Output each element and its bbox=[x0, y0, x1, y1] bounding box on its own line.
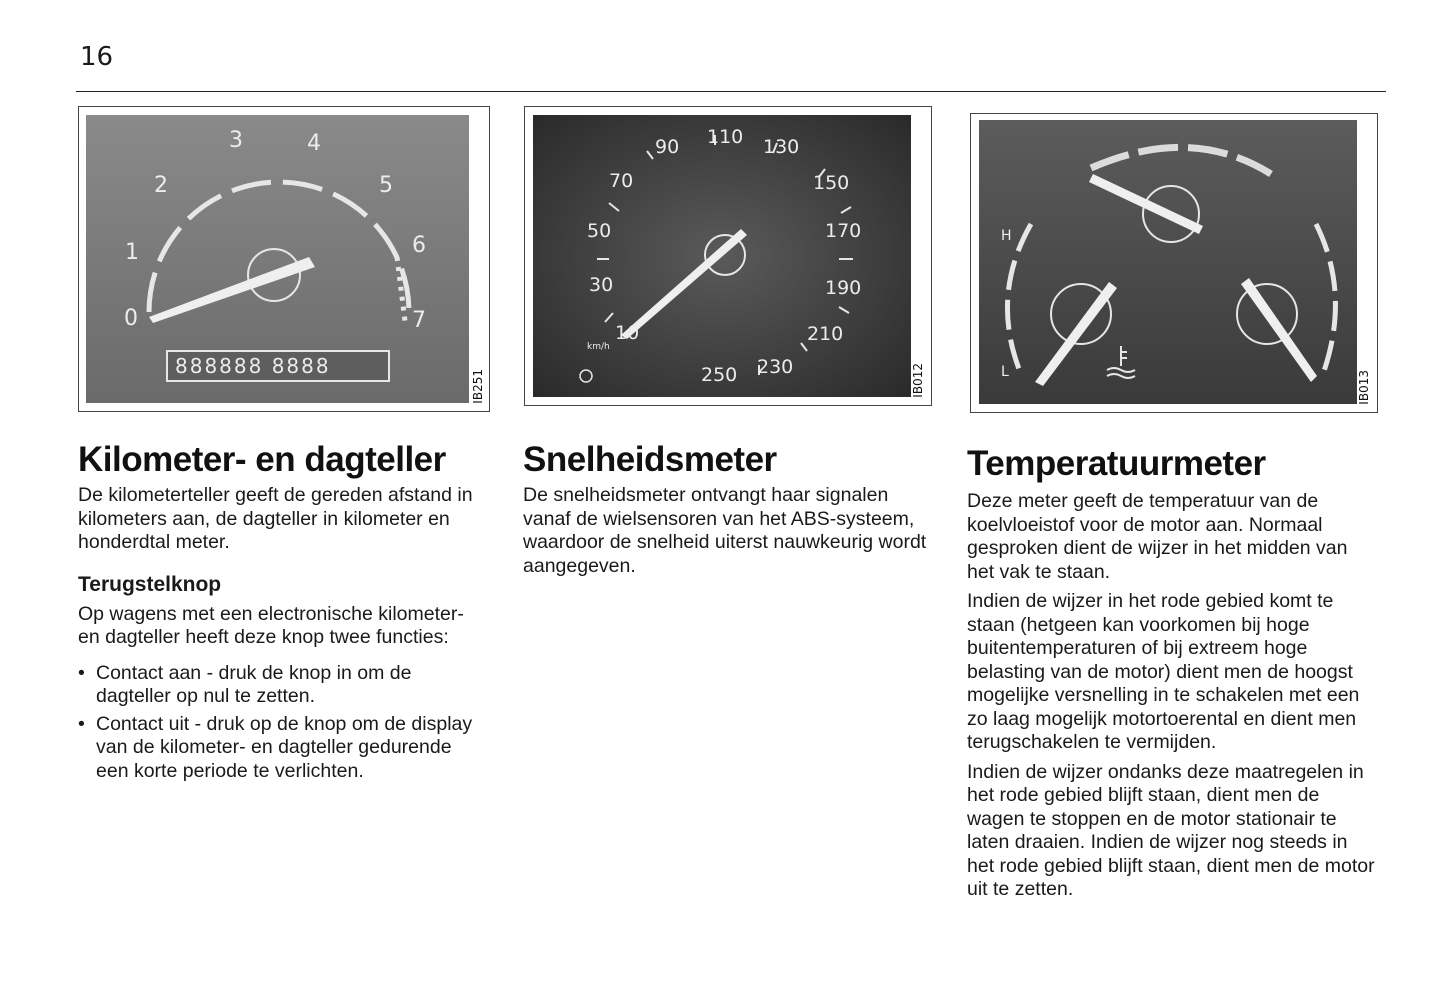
speed-label-130: 130 bbox=[763, 136, 800, 158]
figure-code-ib013: IB013 bbox=[1357, 370, 1371, 405]
speed-label-50: 50 bbox=[587, 220, 612, 242]
speed-label-250: 250 bbox=[701, 364, 738, 386]
temp-high-label: H bbox=[1001, 228, 1012, 244]
speedometer-section bbox=[523, 440, 933, 578]
tacho-label-3: 3 bbox=[229, 128, 243, 153]
tacho-label-4: 4 bbox=[307, 131, 321, 156]
speed-label-230: 230 bbox=[757, 356, 794, 378]
odometer-section bbox=[78, 440, 498, 783]
temperature-text-1: Deze meter geeft de temperatuur van de koelvloeistof voor de motor aan. Normaal gesproken dient de wijzer in het midden van het vak te staan. bbox=[967, 490, 1348, 583]
speed-label-70: 70 bbox=[609, 170, 634, 192]
speed-label-190: 190 bbox=[825, 277, 862, 299]
reset-button-title: Terugstelknop bbox=[78, 572, 222, 596]
speed-label-170: 170 bbox=[825, 220, 862, 242]
odometer-figure bbox=[78, 106, 490, 412]
speed-label-150: 150 bbox=[813, 172, 850, 194]
odometer-title: Kilometer- en dagteller bbox=[78, 440, 446, 479]
tacho-label-1: 1 bbox=[125, 240, 139, 265]
temperature-text-2: Indien de wijzer in het rode gebied komt te staan (hetgeen kan voorkomen bij hoge buitentemperaturen of bij extreem hoge belasting van de motor) dient men de hoogst mogelijke versnelling in te schakelen met een zo laag mogelijk motortoerental en dient men terugschakelen te vermijden. bbox=[967, 590, 1360, 753]
tacho-label-6: 6 bbox=[412, 233, 426, 258]
speedometer-figure bbox=[524, 106, 932, 406]
tacho-label-7: 7 bbox=[412, 308, 426, 333]
page-number: 16 bbox=[80, 42, 114, 72]
speed-label-90: 90 bbox=[655, 136, 680, 158]
tacho-label-5: 5 bbox=[379, 173, 393, 198]
reset-functions-list bbox=[78, 662, 478, 784]
temperature-title: Temperatuurmeter bbox=[967, 444, 1266, 483]
odometer-display: 888888 8888 bbox=[175, 354, 331, 378]
list-item: • Contact aan - druk de knop in om de dagteller op nul te zetten. bbox=[78, 662, 478, 709]
tacho-label-0: 0 bbox=[124, 306, 138, 331]
temperature-section bbox=[967, 444, 1377, 902]
speedometer-title: Snelheidsmeter bbox=[523, 440, 777, 479]
speed-label-210: 210 bbox=[807, 323, 844, 345]
temperature-figure bbox=[970, 113, 1378, 413]
temp-low-label: L bbox=[1001, 364, 1009, 380]
speed-label-110: 110 bbox=[707, 126, 744, 148]
tacho-label-2: 2 bbox=[154, 173, 168, 198]
header-rule bbox=[76, 91, 1386, 92]
reset-button-text: Op wagens met een electronische kilometer- en dagteller heeft deze knop twee functies: bbox=[78, 602, 464, 648]
speedometer-text: De snelheidsmeter ontvangt haar signalen vanaf de wielsensoren van het ABS-systeem, waardoor de snelheid uiterst nauwkeurig wordt aangegeven. bbox=[523, 484, 927, 577]
figure-code-ib251: IB251 bbox=[471, 369, 485, 404]
odometer-text: De kilometerteller geeft de gereden afstand in kilometers aan, de dagteller in kilometer en honderdtal meter. bbox=[78, 484, 473, 553]
speed-label-30: 30 bbox=[589, 274, 614, 296]
figure-code-ib012: IB012 bbox=[911, 363, 925, 398]
speed-unit: km/h bbox=[587, 342, 610, 352]
list-item: • Contact uit - druk op de knop om de display van de kilometer- en dagteller gedurende een korte periode te verlichten. bbox=[78, 713, 478, 784]
speed-label-10: 10 bbox=[615, 322, 640, 344]
temperature-text-3: Indien de wijzer ondanks deze maatregelen in het rode gebied blijft staan, dient men de wagen te stoppen en de motor stationair te laten draaien. Indien de wijzer nog steeds in het rode gebied blijft staan, dient men de motor uit te zetten. bbox=[967, 760, 1375, 900]
